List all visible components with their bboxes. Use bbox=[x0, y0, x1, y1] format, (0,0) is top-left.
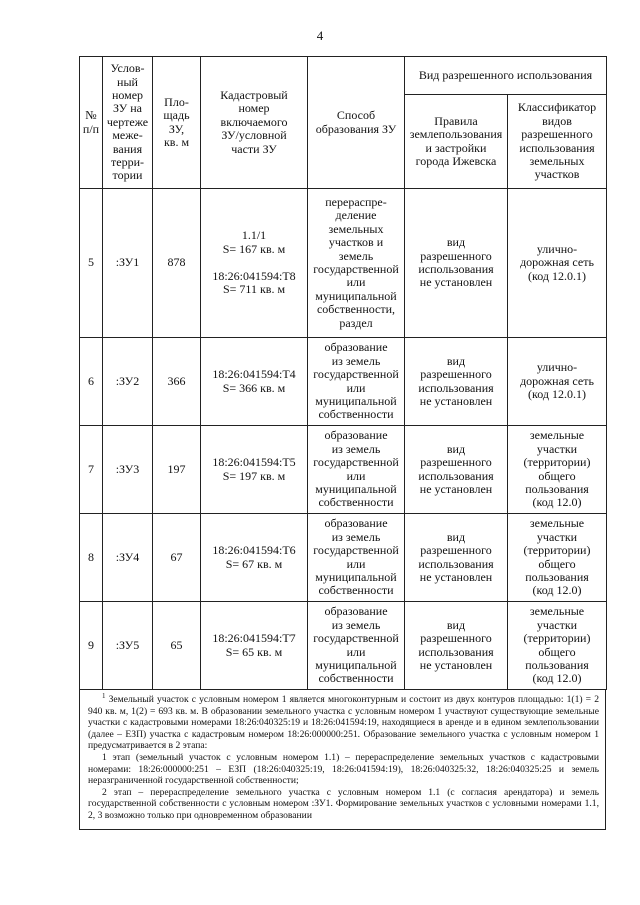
row-num: 8 bbox=[80, 514, 103, 602]
row-zu: :ЗУ2 bbox=[103, 338, 153, 426]
row-method: образование из земель государственной или муниципальной собственности bbox=[308, 602, 405, 690]
row-cadastral: 1.1/1 S= 167 кв. м 18:26:041594:Т8 S= 711 кв. м bbox=[201, 189, 308, 338]
row-rules: вид разрешенного использования не установлен bbox=[405, 338, 508, 426]
footnote-text: Земельный участок с условным номером 1 является многоконтурным и состоит из двух контуров площадью: 1(1) = 2 940 кв. м, 1(2) = 693 кв. м. В образовании земельного участка с условным номером 1 участвуют существующие земельные участки с кадастровыми номерами 18:26:040325:19 и 18:26:041594:19, находящиеся в аренде и в едином землепользовании (далее – ЕЗП) участка с кадастровым номером 18:26:000000:251. Образование земельного участка с условным номером 1 предусматривается в 2 этапа: bbox=[88, 694, 599, 752]
header-area: Пло- щадь ЗУ, кв. м bbox=[153, 57, 201, 189]
row-cadastral: 18:26:041594:Т4 S= 366 кв. м bbox=[201, 338, 308, 426]
table-row bbox=[80, 426, 607, 514]
row-cadastral: 18:26:041594:Т7 S= 65 кв. м bbox=[201, 602, 308, 690]
row-num: 9 bbox=[80, 602, 103, 690]
row-rules: вид разрешенного использования не установлен bbox=[405, 426, 508, 514]
row-cadastral: 18:26:041594:Т6 S= 67 кв. м bbox=[201, 514, 308, 602]
row-method: образование из земель государственной или муниципальной собственности bbox=[308, 338, 405, 426]
row-method: образование из земель государственной или муниципальной собственности bbox=[308, 514, 405, 602]
row-method: образование из земель государственной или муниципальной собственности bbox=[308, 426, 405, 514]
header-permitted-use: Вид разрешенного использования bbox=[405, 57, 607, 95]
header-classifier: Классификатор видов разрешенного использования земельных участков bbox=[508, 95, 607, 189]
table-row bbox=[80, 189, 607, 338]
table-row bbox=[80, 602, 607, 690]
row-zu: :ЗУ1 bbox=[103, 189, 153, 338]
header-cadastral: Кадастровый номер включаемого ЗУ/условной части ЗУ bbox=[201, 57, 308, 189]
row-classifier: земельные участки (территории) общего пользования (код 12.0) bbox=[508, 514, 607, 602]
row-area: 67 bbox=[153, 514, 201, 602]
row-area: 197 bbox=[153, 426, 201, 514]
header-method: Способ образования ЗУ bbox=[308, 57, 405, 189]
row-area: 65 bbox=[153, 602, 201, 690]
header-num: № п/п bbox=[80, 57, 103, 189]
row-num: 5 bbox=[80, 189, 103, 338]
row-classifier: улично- дорожная сеть (код 12.0.1) bbox=[508, 189, 607, 338]
footnote-paragraph bbox=[88, 691, 599, 752]
footnote-paragraph: 1 этап (земельный участок с условным номером 1.1) – перераспределение земельных участков с кадастровыми номерами: 18:26:000000:251 – ЕЗП (18:26:040325:19, 18:26:041594:19), 18:26:040325:32, 18:26:040325:25 и земель неразграниченной государственной собственности; bbox=[88, 751, 599, 787]
footnote-marker: 1 bbox=[102, 691, 106, 700]
row-area: 366 bbox=[153, 338, 201, 426]
footnote-block bbox=[79, 690, 606, 830]
row-method: перераспре- деление земельных участков и земель государственной или муниципальной собственности, раздел bbox=[308, 189, 405, 338]
row-zu: :ЗУ5 bbox=[103, 602, 153, 690]
row-rules: вид разрешенного использования не установлен bbox=[405, 602, 508, 690]
table-row bbox=[80, 338, 607, 426]
land-plots-table bbox=[79, 56, 607, 690]
table-row bbox=[80, 514, 607, 602]
row-zu: :ЗУ4 bbox=[103, 514, 153, 602]
row-cadastral: 18:26:041594:Т5 S= 197 кв. м bbox=[201, 426, 308, 514]
row-area: 878 bbox=[153, 189, 201, 338]
row-num: 7 bbox=[80, 426, 103, 514]
page-number: 4 bbox=[316, 28, 324, 43]
header-conditional-number: Услов- ный номер ЗУ на чертеже меже- вания терри- тории bbox=[103, 57, 153, 189]
row-rules: вид разрешенного использования не установлен bbox=[405, 189, 508, 338]
row-rules: вид разрешенного использования не установлен bbox=[405, 514, 508, 602]
row-num: 6 bbox=[80, 338, 103, 426]
row-classifier: земельные участки (территории) общего пользования (код 12.0) bbox=[508, 426, 607, 514]
header-rules: Правила землепользования и застройки города Ижевска bbox=[405, 95, 508, 189]
row-classifier: улично- дорожная сеть (код 12.0.1) bbox=[508, 338, 607, 426]
footnote-paragraph: 2 этап – перераспределение земельного участка с условным номером 1.1 (с согласия арендатора) и земель государственной собственности с условным номером :ЗУ1. Формирование земельных участков с условными номерами 1.1, 2, 3 возможно только при одновременном образовании bbox=[88, 786, 599, 821]
row-classifier: земельные участки (территории) общего пользования (код 12.0) bbox=[508, 602, 607, 690]
row-zu: :ЗУ3 bbox=[103, 426, 153, 514]
